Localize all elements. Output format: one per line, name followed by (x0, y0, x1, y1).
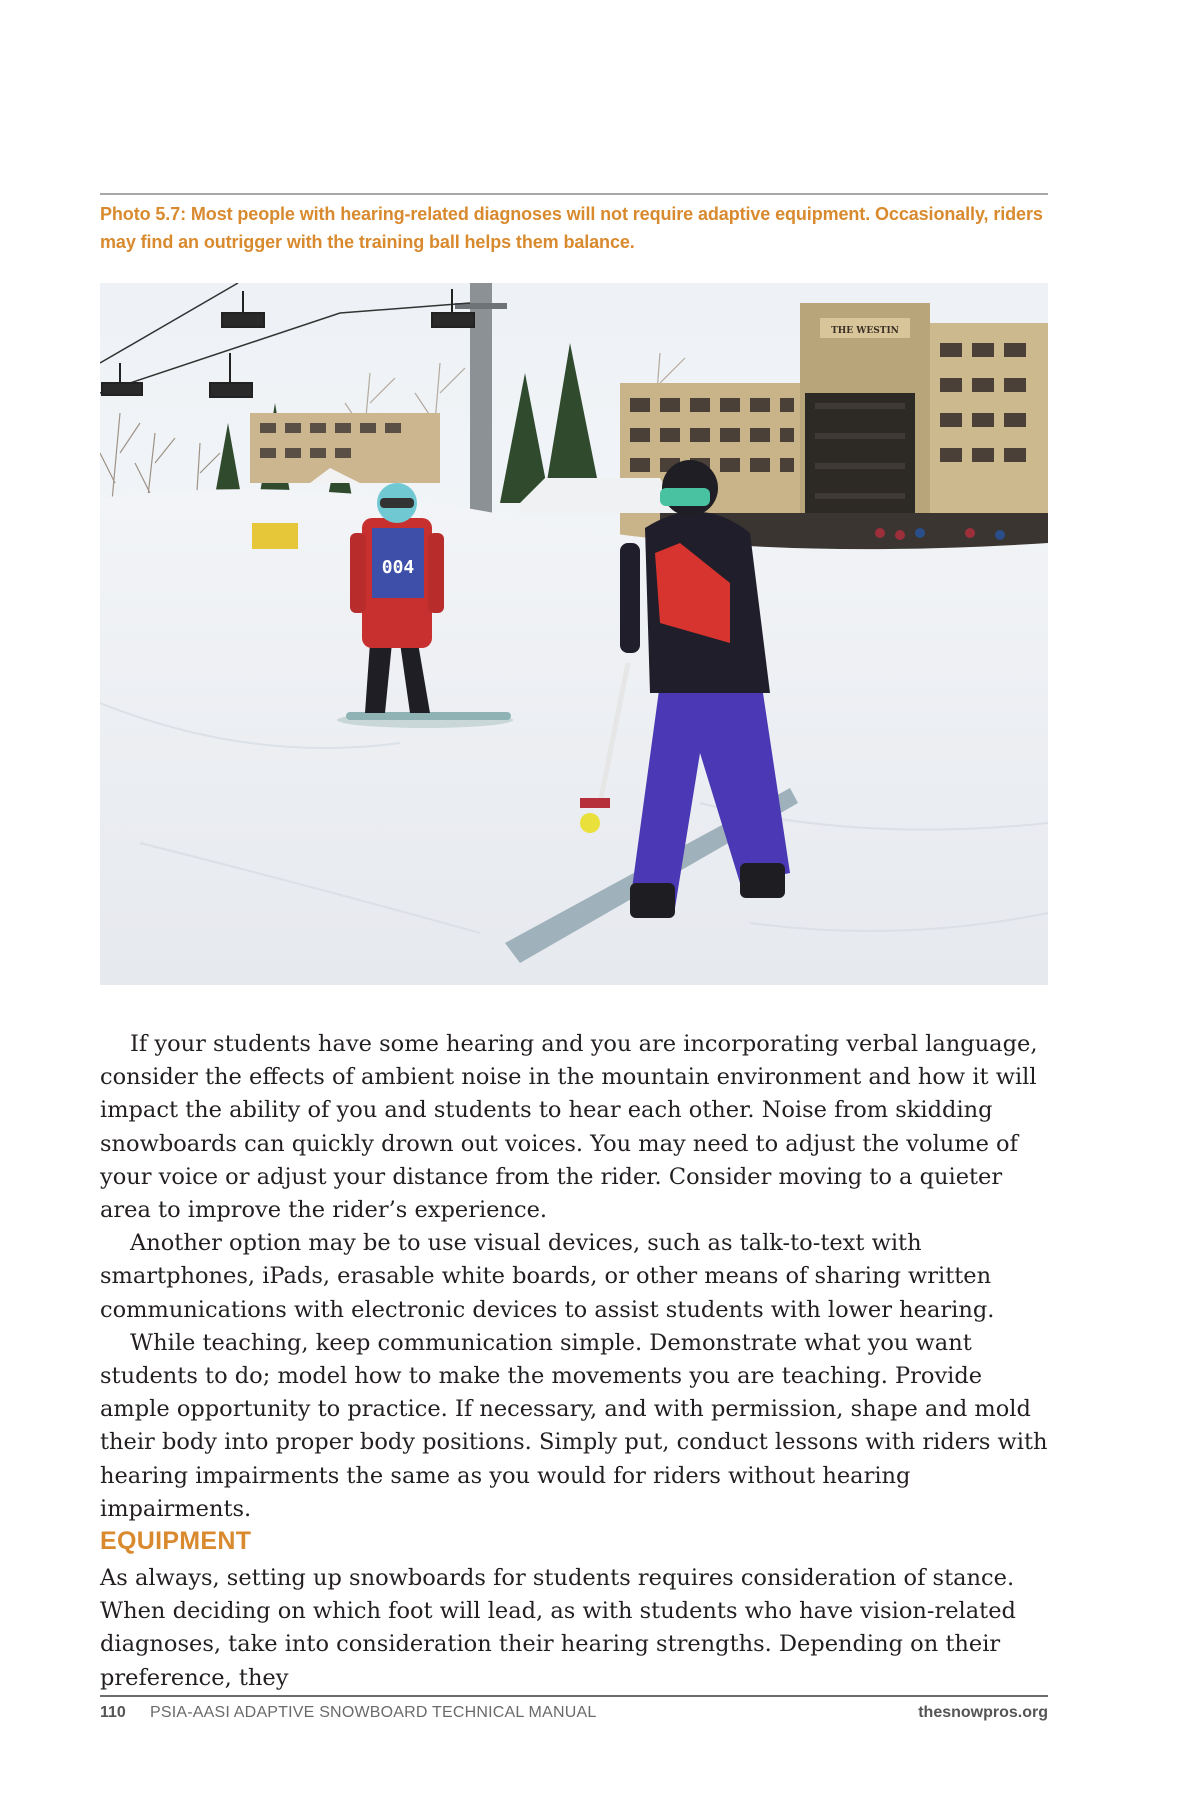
hotel-sign: THE WESTIN (831, 326, 899, 336)
paragraph: Another option may be to use visual devices, such as talk-to-text with smartphones, iPads, erasable white boards, or other means of sharing written communications with electronic devices to assist students with lower hearing. (100, 1230, 995, 1323)
photo-snowboarders (100, 283, 1048, 985)
paragraph: If your students have some hearing and you are incorporating verbal language, consider the effects of ambient noise in the mountain environment and how it will impact the ability of you and students to hear each other. Noise from skidding snowboards can quickly drown out voices. You may need to adjust the volume of your voice or adjust your distance from the rider. Consider moving to a quieter area to improve the rider’s experience. (100, 1031, 1038, 1224)
photo-caption: Photo 5.7: Most people with hearing-related diagnoses will not require adaptive equipment. Occasionally, riders may find an outrigger with the training ball helps them balance. (100, 204, 1043, 252)
section-text (100, 1562, 1048, 1695)
training-ball (580, 813, 600, 833)
section-heading: EQUIPMENT (100, 1527, 252, 1555)
rider-bib: 004 (381, 557, 415, 578)
paragraph: While teaching, keep communication simple. Demonstrate what you want students to do; model how to make the movements you are teaching. Provide ample opportunity to practice. If necessary, and with permission, shape and mold their body into proper body positions. Simply put, conduct lessons with riders with hearing impairments the same as you would for riders without hearing impairments. (100, 1329, 1048, 1522)
paragraph: As always, setting up snowboards for students requires consideration of stance. When deciding on which foot will lead, as with students who have vision-related diagnoses, take into consideration their hearing strengths. Depending on their preference, they (100, 1565, 1016, 1691)
slope-sign (252, 523, 298, 549)
caption-rule (100, 193, 1048, 195)
publication-title: PSIA-AASI ADAPTIVE SNOWBOARD TECHNICAL MANUAL (150, 1704, 597, 1721)
website-link[interactable]: thesnowpros.org (918, 1704, 1048, 1721)
page-number: 110 (100, 1704, 126, 1721)
footer-rule (100, 1695, 1048, 1697)
page-footer (100, 1704, 1048, 1728)
body-text (100, 1028, 1048, 1526)
